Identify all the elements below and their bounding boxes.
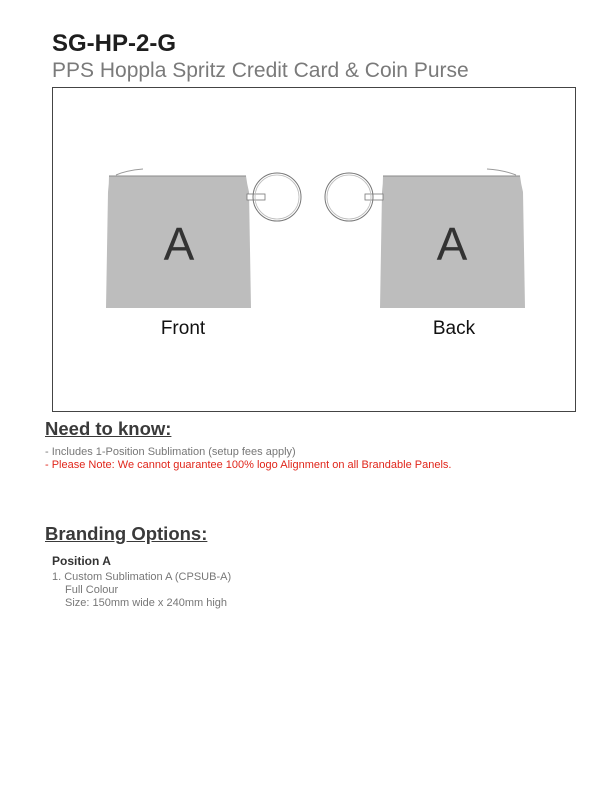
branding-options-heading: Branding Options:	[45, 523, 208, 544]
front-label: Front	[160, 318, 206, 339]
back-ring-tab	[365, 194, 383, 200]
position-a-title: Position A	[52, 554, 111, 568]
front-ring-tab	[247, 194, 265, 200]
product-name: PPS Hoppla Spritz Credit Card & Coin Purse	[52, 59, 469, 82]
back-zipper-pull	[487, 169, 516, 175]
back-purse	[325, 169, 525, 339]
front-zipper-pull	[116, 169, 143, 175]
branding-size-line: Size: 150mm wide x 240mm high	[65, 597, 228, 609]
branding-option-line: 1. Custom Sublimation A (CPSUB-A)	[52, 571, 232, 583]
note-alignment-warning: - Please Note: We cannot guarantee 100% logo Alignment on all Brandable Panels.	[45, 459, 452, 471]
branding-colour-line: Full Colour	[65, 584, 119, 596]
purse-illustrations	[53, 88, 577, 413]
need-to-know-heading: Need to know:	[45, 418, 172, 439]
back-position-letter: A	[436, 218, 468, 270]
product-preview-frame	[52, 87, 576, 412]
note-sublimation: - Includes 1-Position Sublimation (setup fees apply)	[45, 446, 296, 458]
back-label: Back	[432, 318, 476, 339]
front-purse	[106, 169, 301, 339]
product-code: SG-HP-2-G	[52, 30, 177, 57]
front-position-letter: A	[163, 218, 195, 270]
